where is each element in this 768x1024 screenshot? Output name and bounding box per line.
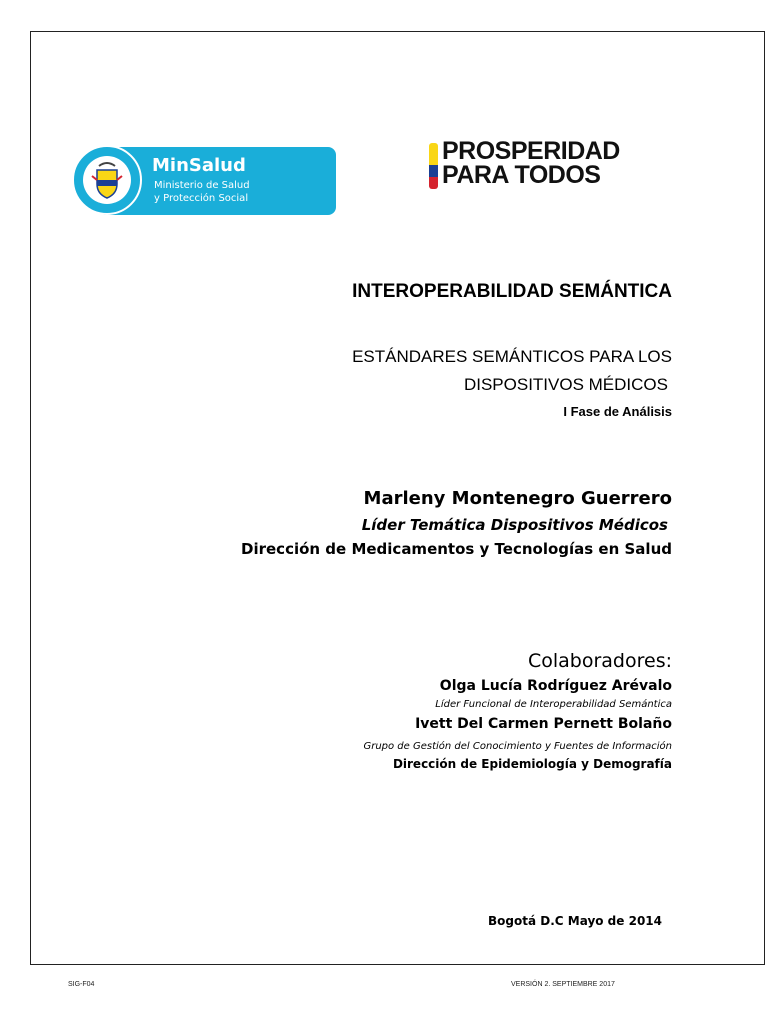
document-title: INTEROPERABILIDAD SEMÁNTICA (352, 281, 672, 302)
author-role: Líder Temática Dispositivos Médicos (361, 516, 668, 534)
collaborator-1-name: Olga Lucía Rodríguez Arévalo (439, 678, 672, 694)
prosperidad-logo (429, 137, 629, 191)
colombia-seal-icon (72, 145, 142, 215)
minsalud-title: MinSalud (152, 155, 246, 176)
footer-version: VERSIÓN 2. SEPTIEMBRE 2017 (511, 981, 615, 988)
phase-label: I Fase de Análisis (563, 404, 672, 419)
prosperidad-line-2: PARA TODOS (442, 161, 601, 189)
collaborator-2-department: Dirección de Epidemiología y Demografía (392, 757, 672, 771)
minsalud-logo (72, 145, 336, 215)
prosperidad-line-1: PROSPERIDAD (442, 137, 620, 165)
footer-code: SIG-F04 (68, 981, 95, 988)
collaborator-2-name: Ivett Del Carmen Pernett Bolaño (415, 716, 672, 732)
collaborator-1-role: Líder Funcional de Interoperabilidad Semántica (435, 699, 672, 710)
subtitle-line-1: ESTÁNDARES SEMÁNTICOS PARA LOS (352, 347, 672, 366)
document-date: Bogotá D.C Mayo de 2014 (488, 914, 662, 928)
collaborator-2-role: Grupo de Gestión del Conocimiento y Fuentes de Información (363, 741, 672, 752)
minsalud-subtitle-2: y Protección Social (154, 193, 249, 204)
minsalud-subtitle-1: Ministerio de Salud (154, 180, 250, 191)
colombia-flag-icon (429, 143, 438, 189)
author-name: Marleny Montenegro Guerrero (363, 488, 672, 509)
subtitle-line-2: DISPOSITIVOS MÉDICOS (463, 375, 668, 394)
collaborators-heading: Colaboradores: (527, 650, 672, 672)
author-department: Dirección de Medicamentos y Tecnologías en Salud (241, 540, 672, 558)
